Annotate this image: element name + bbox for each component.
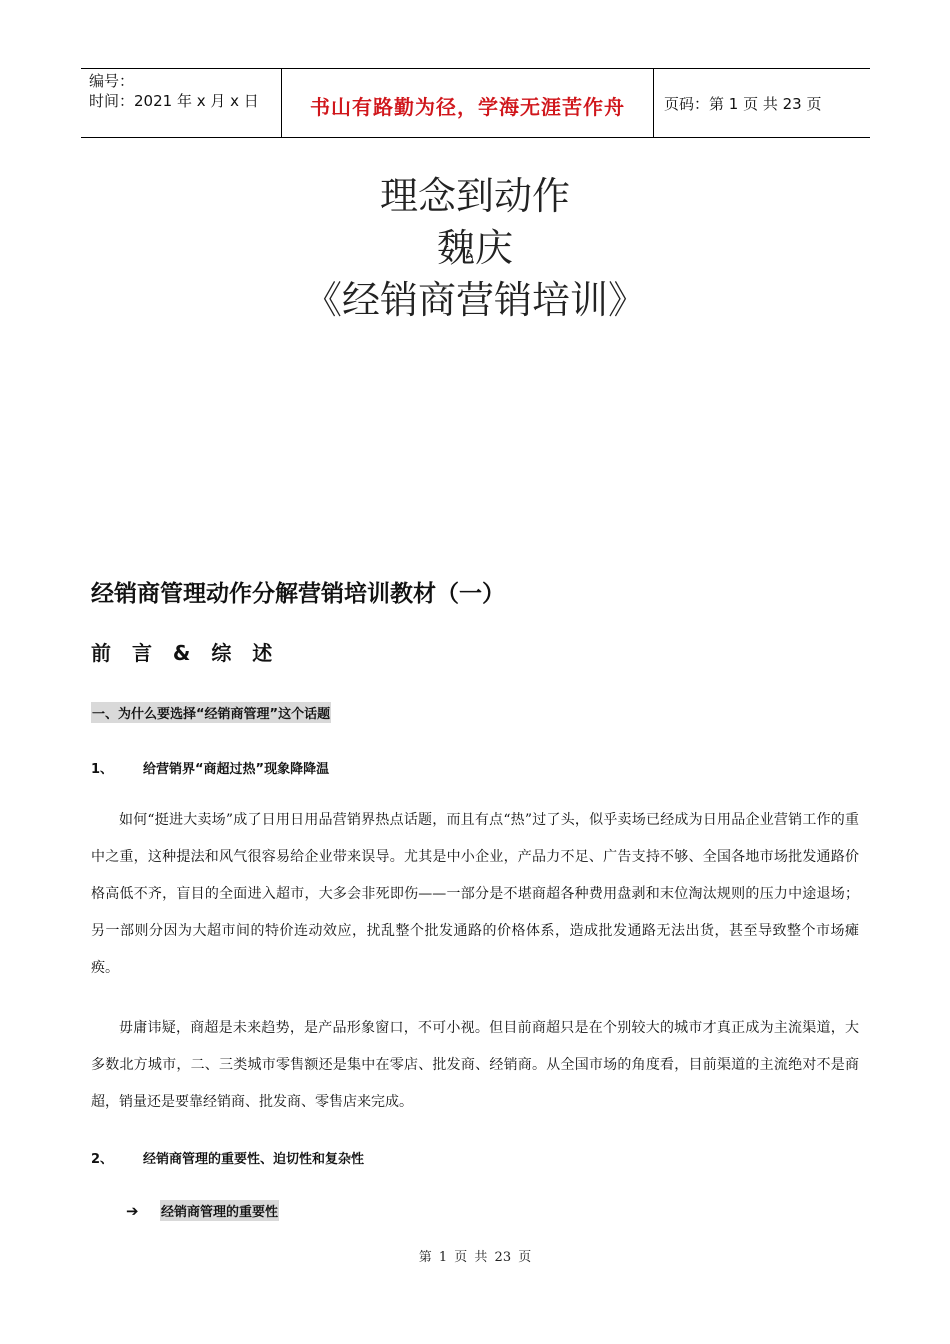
header-motto-cell — [281, 69, 654, 137]
motto-text: 书山有路勤为径，学海无涯苦作舟 — [310, 94, 625, 119]
page-footer: 第 1 页 共 23 页 — [418, 1250, 532, 1265]
bullet-item — [126, 1200, 279, 1221]
title-line-3: 《经销商营销培训》 — [303, 278, 646, 322]
serial-label: 编号： — [89, 72, 135, 90]
paragraph-1: 如何“挺进大卖场”成了日用日用品营销界热点话题，而且有点“热”过了头，似乎卖场已经成为日用品企业营销工作的重中之重，这种提法和风气很容易给企业带来误导。尤其是中小企业，产品力不足、广告支持不够、全国各地市场批发通路价格高低不齐，盲目的全面进入超市，大多会非死即伤——一部分是不堪商超各种费用盘剥和末位淘汰规则的压力中途退场；另一部则分因为大超市间的特价连动效应，扰乱整个批发通路的价格体系，造成批发通路无法出货，甚至导致整个市场瘫痪。 — [91, 812, 859, 976]
title-author: 魏庆 — [436, 226, 513, 270]
subheading-1-text: 给营销界“商超过热”现象降降温 — [143, 762, 330, 777]
header-table — [81, 68, 870, 138]
subheading-2-text: 经销商管理的重要性、迫切性和复杂性 — [143, 1152, 365, 1167]
subheading-2 — [91, 1148, 364, 1167]
section-heading-1: 一、为什么要选择“经销商管理”这个话题 — [91, 702, 331, 723]
time-label: 时间：2021 年 x 月 x 日 — [89, 92, 259, 110]
preface-heading: 前 言 & 综 述 — [91, 641, 278, 665]
bullet-text: 经销商管理的重要性 — [160, 1200, 279, 1221]
subheading-1-number: 1、 — [91, 762, 114, 777]
title-block — [0, 170, 950, 326]
page-label: 页码：第 1 页 共 23 页 — [664, 94, 822, 113]
paragraph-2: 毋庸讳疑，商超是未来趋势，是产品形象窗口，不可小视。但目前商超只是在个别较大的城市才真正成为主流渠道，大多数北方城市，二、三类城市零售额还是集中在零店、批发商、经销商。从全国市场的角度看，目前渠道的主流绝对不是商超，销量还是要靠经销商、批发商、零售店来完成。 — [91, 1020, 859, 1110]
subheading-2-number: 2、 — [91, 1152, 114, 1167]
subheading-1 — [91, 758, 329, 777]
title-line-1: 理念到动作 — [379, 174, 570, 218]
main-heading: 经销商管理动作分解营销培训教材（一） — [91, 581, 505, 607]
arrow-right-icon: ➔ — [126, 1201, 139, 1220]
header-page-cell — [654, 69, 870, 137]
header-info-cell — [81, 69, 281, 137]
